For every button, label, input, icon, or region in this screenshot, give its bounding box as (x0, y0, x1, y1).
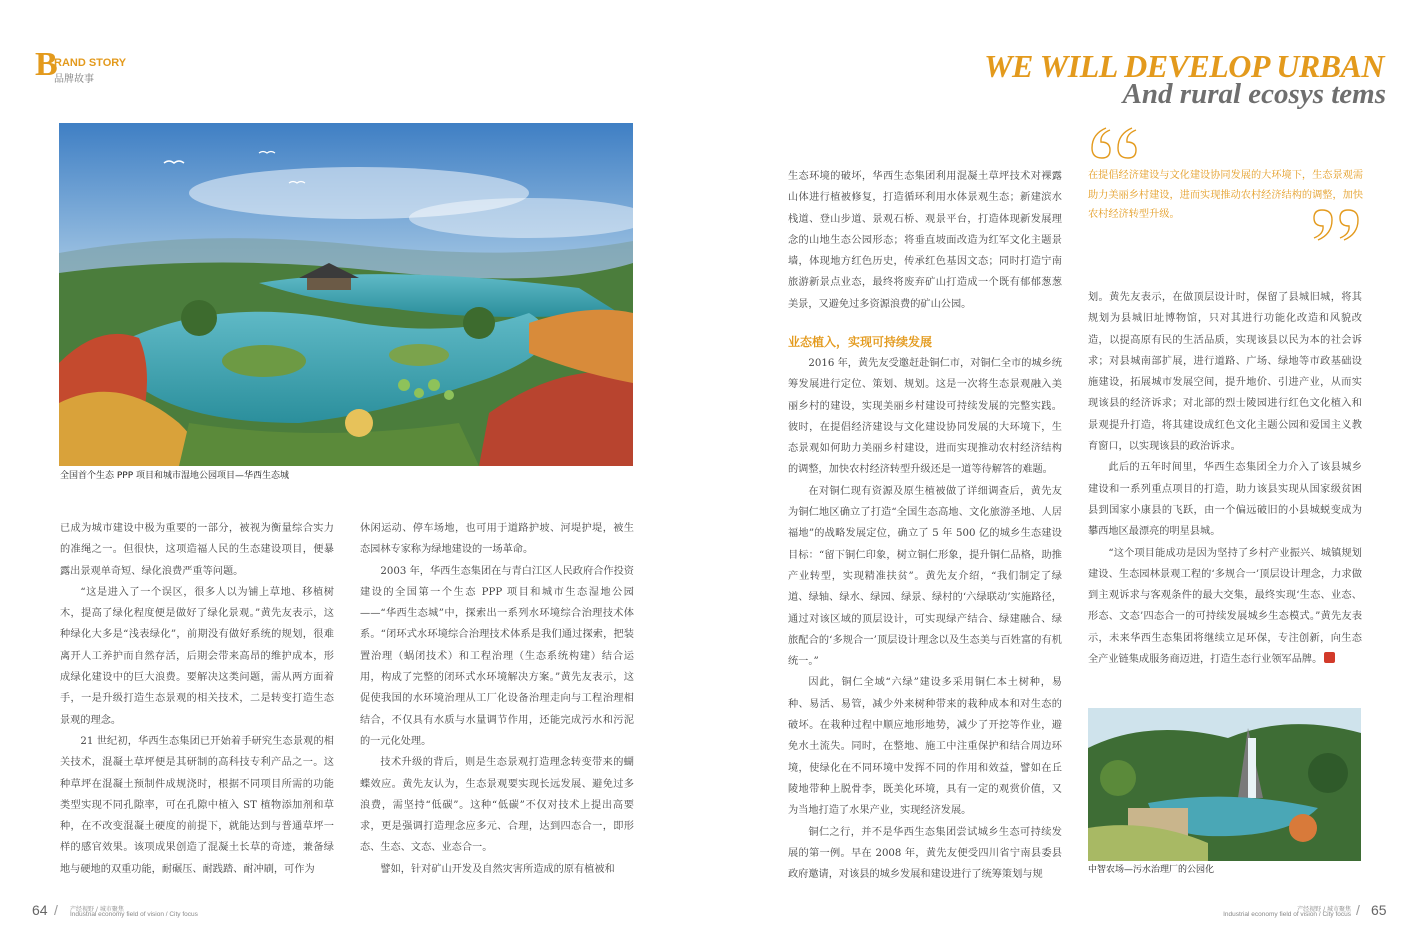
paragraph (1088, 543, 1362, 671)
paragraph: 21 世纪初，华西生态集团已开始着手研究生态景观的相关技术，混凝土草坪便是其研制的高科技专利产品之一。这种草坪在混凝土预制件成规浇时，根据不同项目所需的功能类型实现不同孔隙率，可在孔隙中植入 ST 植物添加剂和草种，在不改变混凝土硬度的前提下，就能达到与普通草坪一样的感官效果。该项成果创造了混凝土长草的奇迹，兼备绿地与硬地的双重功能，耐碾压、耐践踏、耐冲刷，可作为 (60, 735, 334, 875)
brand-letter: B (35, 46, 58, 83)
footer-separator-right: / (1356, 902, 1360, 918)
paragraph-text: “这个项目能成功是因为坚持了乡村产业振兴、城镇规划建设、生态园林景观工程的‘多规合一’顶层设计理念，力求做到主观诉求与客观条件的最大交集，最终实现‘生态、业态、形态、文态’四态合一的可持续发展城乡生态模式。”黄先友表示，未来华西生态集团将继续立足环保，专注创新，向生态全产业链集成服务商迈进，打造生态行业领军品牌。 (1088, 547, 1362, 666)
text-column-4 (1088, 287, 1362, 670)
paragraph: 2003 年，华西生态集团在与青白江区人民政府合作投资建设的全国第一个生态 PPP 项目和城市生态湿地公园——“华西生态城”中，探索出一系列水环境综合治理技术体系。“闭环式水环境综合治理技术体系是我们通过探索，把装置治理（蜗闭技术）和工程治理（生态系统构建）结合运用，构成了完整的闭环式水环境解决方案。”黄先友表示，这促使我国的水环境治理从工厂化设备治理走向与工程治理相结合，不仅具有水质与水量调节作用，还能完成污水和污泥的一元化处理。 (360, 565, 634, 747)
text-column-1 (60, 518, 334, 880)
paragraph: 划。黄先友表示，在做顶层设计时，保留了县城旧城，将其规划为县城旧址博物馆，只对其进行功能化改造和风貌改造，以提高原有民的生活品质，实现该县以民为本的社会诉求；对县城南部扩展，进行道路、广场、绿地等市政基础设施建设，拓展城市发展空间，提升地价、引进产业，从而实现该县的经济诉求；对北部的烈士陵园进行红色文化植入和景观提升打造，将其建设成红色文化主题公园和爱国主义教育窗口，以实现该县的政治诉求。 (1088, 292, 1362, 453)
close-quote-icon (1310, 208, 1364, 244)
pull-quote: 在提倡经济建设与文化建设协同发展的大环境下，生态景观需助力美丽乡村建设，进而实现推动农村经济结构的调整，加快农村经济转型升级。 (1088, 170, 1364, 220)
paragraph: “这是进入了一个误区，很多人以为铺上草地、移植树木，提高了绿化程度便是做好了绿化景观。”黄先友表示，这种绿化大多是“浅表绿化”，前期没有做好系统的规划，很难离开人工养护而自然存活，后期会带来高昂的维护成本，形成绿化建设中的巨大浪费。要解决这类问题，需从两方面着手，一是升级打造生态景观的相关技术，二是转变打造生态景观的理念。 (60, 586, 334, 726)
paragraph: 因此，铜仁全域“六绿”建设多采用铜仁本土树种，易种、易活、易管，减少外来树种带来的栽种成本和对生态的破坏。在栽种过程中顺应地形地势，减少了开挖等作业，避免水土流失。同时，在整地、施工中注重保护和结合周边环境，使绿化在不同环境中发挥不同的作用和效益，譬如在丘陵地带种上脱骨李，既美化环境，具有一定的观赏价值，又为当地打造了水果产业，实现经济发展。 (788, 677, 1062, 817)
farm-park-photo (1088, 708, 1361, 861)
section-heading: 业态植入，实现可持续发展 (788, 335, 933, 349)
footer-left-cn: 产经视野 / 城市聚焦 (70, 906, 124, 913)
paragraph: 休闲运动、停车场地，也可用于道路护坡、河堤护堤，被生态园林专家称为绿地建设的一场革命。 (360, 523, 634, 556)
main-photo-caption: 全国首个生态 PPP 项目和城市湿地公园项目—华西生态城 (60, 471, 290, 481)
wetland-park-illustration (59, 123, 633, 466)
footer-separator-left: / (54, 902, 58, 918)
small-photo-caption: 中智农场—污水治理厂的公园化 (1088, 865, 1215, 875)
footer-left-en: Industrial economy field of vision / City focus (70, 911, 198, 918)
paragraph: 生态环境的破坏，华西生态集团利用混凝土草坪技术对裸露山体进行植被修复，打造循环利用水体景观生态；新建滨水栈道、登山步道、景观石桥、观景平台，打造体现新发展理念的山地生态公园形态；将垂直坡面改造为红军文化主题景墙，体现地方红色历史，传承红色基因文态；同时打造宁南旅游新景点业态，最终将废弃矿山打造成一个既有郁郁葱葱美景，又避免过多资源浪费的矿山公园。 (788, 171, 1062, 310)
paragraph: 譬如，针对矿山开发及自然灾害所造成的原有植被和 (380, 863, 615, 875)
main-landscape-photo (59, 123, 633, 466)
footer-right-en: Industrial economy field of vision / City focus (1223, 911, 1351, 918)
brand-title: RAND STORY (54, 57, 127, 69)
text-column-2 (360, 518, 634, 880)
open-quote-icon (1088, 122, 1148, 162)
paragraph: 在对铜仁现有资源及原生植被做了详细调查后，黄先友为铜仁地区确立了打造“全国生态高地、文化旅游圣地、人居福地”的战略发展定位，确立了 5 年 500 亿的城乡生态建设目标：“留下铜仁印象，树立铜仁形象，提升铜仁品格，助推产业转型，实现精准扶贫”。黄先友介绍，“我们制定了绿道、绿轴、绿水、绿园、绿景、绿村的‘六绿联动’实施路径，通过对该区域的顶层设计，可实现绿产结合、绿建融合、绿旅配合的‘多规合一’顶层设计理念以及生态美与百姓富的有机统一。” (788, 485, 1062, 668)
page-number-right: 65 (1371, 902, 1387, 918)
headline-line-2: And rural ecosys tems (1122, 78, 1386, 110)
paragraph: 此后的五年时间里，华西生态集团全力介入了该县城乡建设和一系列重点项目的打造，助力该县实现从国家级贫困县到国家小康县的飞跃，由一个偏远破旧的小县城蜕变成为攀西地区最漂亮的明星县城。 (1088, 462, 1362, 538)
text-column-3 (788, 166, 1062, 315)
paragraph: 铜仁之行，并不是华西生态集团尝试城乡生态可持续发展的第一例。早在 2008 年，黄先友便受四川省宁南县委县政府邀请，对该县的城乡发展和建设进行了统筹策划与规 (788, 826, 1062, 881)
footer-right-cn: 产经视野 / 城市聚焦 (1297, 906, 1351, 913)
paragraph: 2016 年，黄先友受邀赶赴铜仁市，对铜仁全市的城乡统筹发展进行定位、策划、规划。这是一次将生态景观融入美丽乡村的建设，实现美丽乡村建设可持续发展的完整实践。彼时，在提倡经济建设与文化建设协同发展的大环境下，生态景观如何助力美丽乡村建设，进而实现推动农村经济结构的调整，加快农村经济转型升级还是一道等待解答的难题。 (788, 358, 1062, 476)
article-end-mark-icon (1324, 652, 1335, 663)
brand-subtitle: 品牌故事 (54, 74, 94, 85)
farm-park-illustration (1088, 708, 1361, 861)
headline-line-1: WE WILL DEVELOP URBAN (984, 48, 1384, 84)
text-column-3-continued (788, 353, 1062, 885)
page-number-left: 64 (32, 902, 48, 918)
paragraph: 已成为城市建设中极为重要的一部分，被视为衡量综合实力的准绳之一。但很快，这项造福人民的生态建设项目，便暴露出景观单奇短、绿化浪费严重等问题。 (60, 523, 334, 577)
paragraph: 技术升级的背后，则是生态景观打造理念转变带来的蝴蝶效应。黄先友认为，生态景观要实现长远发展、避免过多浪费，需坚持“低碳”。这种“低碳”不仅对技术上提出高要求，更是强调打造理念应多元、合理，达到四态合一，即形态、生态、文态、业态合一。 (360, 757, 634, 854)
